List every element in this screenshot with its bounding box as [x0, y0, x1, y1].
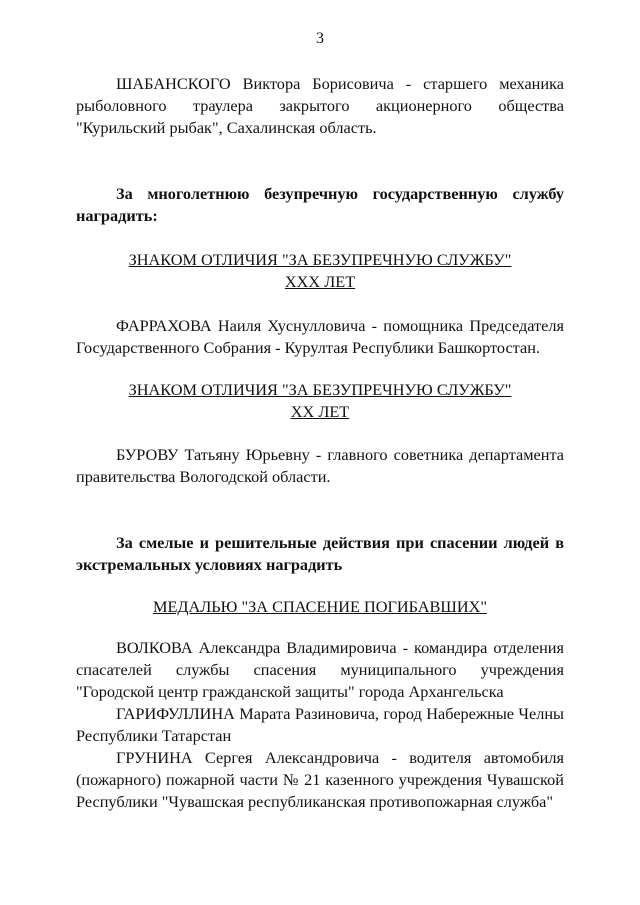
award-heading-20-years — [76, 379, 564, 423]
section-intro-service: За многолетнюю безупречную государственную службу наградить: — [76, 184, 564, 225]
award-heading-30-line2: XXX ЛЕТ — [284, 272, 356, 291]
award-heading-20-line1: ЗНАКОМ ОТЛИЧИЯ "ЗА БЕЗУПРЕЧНУЮ СЛУЖБУ" — [128, 380, 512, 399]
section-intro-rescue: За смелые и решительные действия при спасении людей в экстремальных условиях наградить — [76, 533, 564, 574]
entry-garifullin: ГАРИФУЛЛИНА Марата Разиновича, город Набережные Челны Республики Татарстан — [76, 704, 564, 745]
award-heading-20-line2: XX ЛЕТ — [290, 402, 350, 421]
award-heading-30-line1: ЗНАКОМ ОТЛИЧИЯ "ЗА БЕЗУПРЕЧНУЮ СЛУЖБУ" — [128, 250, 512, 269]
entry-volkov: ВОЛКОВА Александра Владимировича - командира отделения спасателей службы спасения муниципального учреждения "Городской центр гражданской защиты" города Архангельска — [76, 638, 564, 701]
entry-shabanskiy: ШАБАНСКОГО Виктора Борисовича - старшего механика рыболовного траулера закрытого акционерного общества "Курильский рыбак", Сахалинская область. — [76, 74, 564, 137]
page-number: 3 — [316, 30, 324, 47]
medal-heading — [76, 596, 564, 618]
entry-farrakhov: ФАРРАХОВА Наиля Хуснулловича - помощника Председателя Государственного Собрания - Курултая Республики Башкортостан. — [76, 316, 564, 357]
entry-burova: БУРОВУ Татьяну Юрьевну - главного советника департамента правительства Вологодской области. — [76, 445, 564, 486]
award-heading-30-years — [76, 249, 564, 293]
medal-heading-text: МЕДАЛЬЮ "ЗА СПАСЕНИЕ ПОГИБАВШИХ" — [152, 597, 488, 616]
entry-grunin: ГРУНИНА Сергея Александровича - водителя автомобиля (пожарного) пожарной части № 21 казенного учреждения Чувашской Республики "Чувашская республиканская противопожарная служба" — [76, 748, 564, 811]
